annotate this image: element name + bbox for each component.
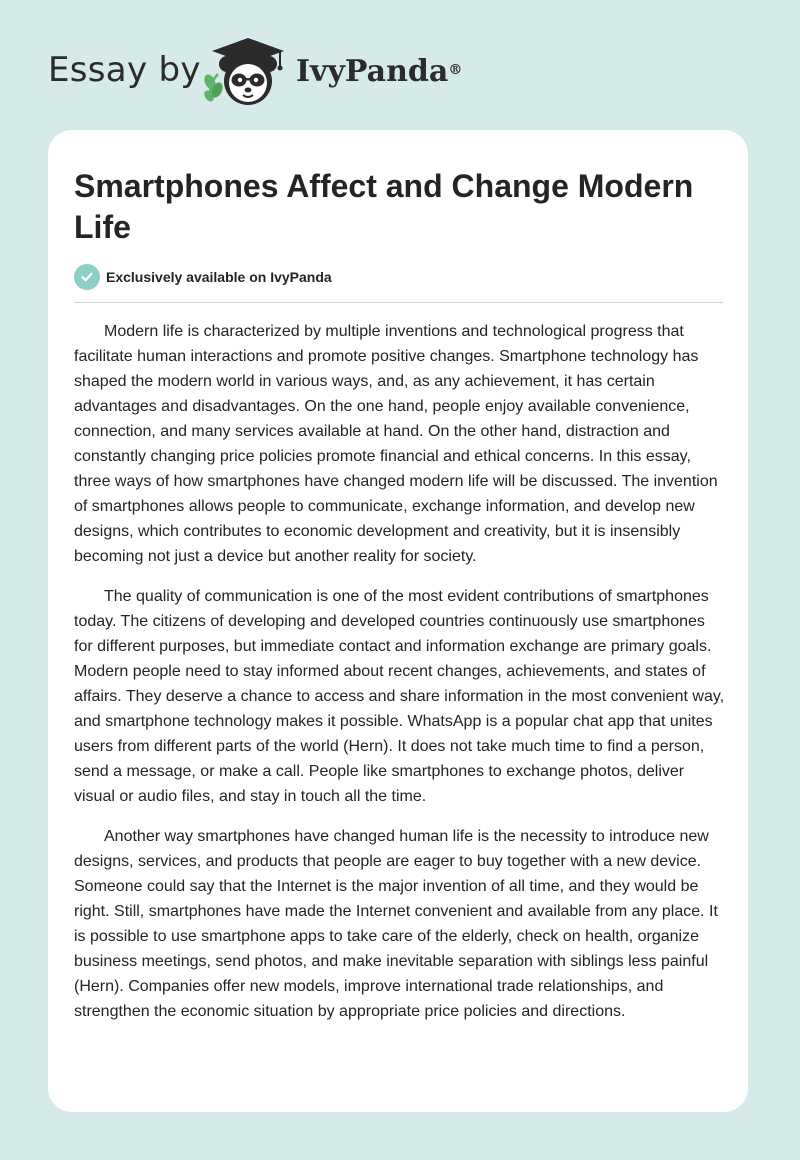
- exclusive-label: Exclusively available on IvyPanda: [106, 269, 332, 285]
- paragraph: The quality of communication is one of the most evident contributions of smartphones today. The citizens of developing and developed countries continuously use smartphones for different purposes, but immediate contact and information exchange are primary goals. Modern people need to stay informed about recent changes, achievements, and states of affairs. They deserve a chance to access and share information in the most convenient way, and smartphone technology makes it possible. WhatsApp is a popular chat app that unites users from different parts of the world (Hern). It does not take much time to find a person, send a message, or make a call. People like smartphones to exchange photos, deliver visual or audio files, and stay in touch all the time.: [74, 588, 725, 805]
- registered-mark: ®: [448, 62, 463, 78]
- check-circle-icon: [74, 264, 100, 290]
- panda-graduation-cap-icon[interactable]: [200, 34, 292, 110]
- divider: [74, 302, 723, 303]
- paragraph: Another way smartphones have changed human life is the necessity to introduce new designs, services, and products that people are eager to buy together with a new device. Someone could say that the Internet is the major invention of all time, and they would be right. Still, smartphones have made the Internet convenient and available from any place. It is possible to use smartphone apps to take care of the elderly, check on health, organize business meetings, send photos, and make inevitable separation with siblings less painful (Hern). Companies offer new models, improve international trade relationships, and strengthen the economic situation by appropriate price policies and directions.: [74, 828, 718, 1020]
- exclusive-badge: [74, 264, 332, 290]
- site-header: [0, 0, 800, 130]
- paragraph: Modern life is characterized by multiple inventions and technological progress that facilitate human interactions and promote positive changes. Smartphone technology has shaped the modern world in various ways, and, as any achievement, it has certain advantages and disadvantages. On the one hand, people enjoy available convenience, connection, and many services available at hand. On the other hand, distraction and constantly changing price policies promote financial and ethical concerns. In this essay, three ways of how smartphones have changed modern life will be discussed. The invention of smartphones allows people to communicate, exchange information, and develop new designs, which contributes to economic development and creativity, but it is insensibly becoming not just a device but another reality for society.: [74, 323, 718, 565]
- page-title: Smartphones Affect and Change Modern Life: [74, 168, 694, 245]
- essay-body: [74, 319, 726, 1039]
- brand-name[interactable]: IvyPanda®: [296, 54, 463, 89]
- essay-by-label: Essay by: [48, 50, 201, 90]
- essay-card: [48, 130, 748, 1112]
